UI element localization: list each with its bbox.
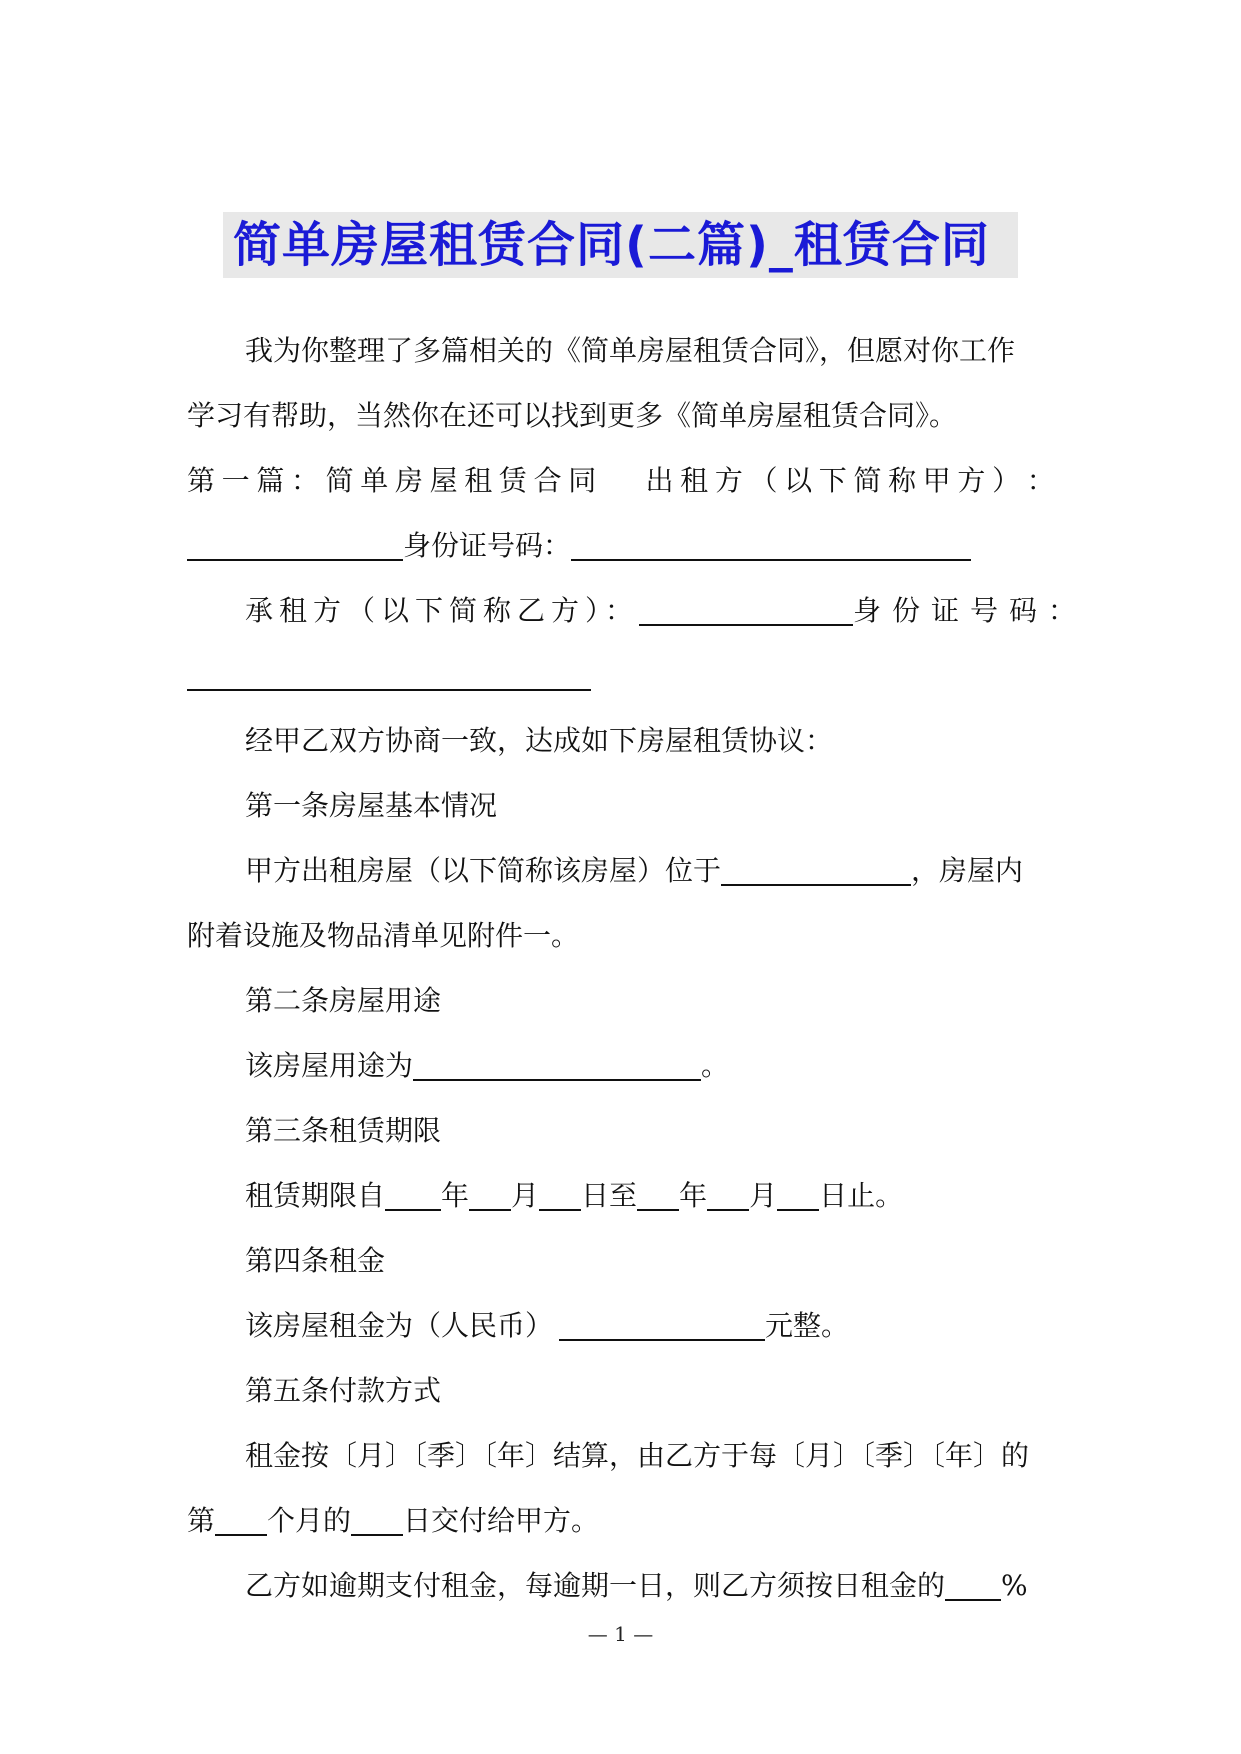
document-body xyxy=(187,318,1088,1618)
article5-line-1: 租金按〔月〕〔季〕〔年〕结算，由乙方于每〔月〕〔季〕〔年〕的 xyxy=(245,1439,1030,1472)
article4-heading: 第四条租金 xyxy=(245,1244,386,1277)
heading-char: 租 xyxy=(464,464,493,497)
heading-char: 称 xyxy=(888,464,917,497)
term-text: 月 xyxy=(511,1179,540,1212)
heading-char: 同 xyxy=(568,464,597,497)
lessee-label: 承租方（以下简称乙方）： xyxy=(245,594,640,627)
title-wrap xyxy=(0,212,1241,278)
article3-line xyxy=(187,1163,1055,1228)
heading-char: 单 xyxy=(360,464,389,497)
agreement-line: 经甲乙双方协商一致，达成如下房屋租赁协议： xyxy=(245,724,834,757)
heading-char: 赁 xyxy=(498,464,527,497)
article5-heading: 第五条付款方式 xyxy=(245,1374,442,1407)
heading-char: （ xyxy=(749,464,778,497)
end-day-blank[interactable] xyxy=(777,1179,819,1211)
start-month-blank[interactable] xyxy=(469,1179,511,1211)
id-number-label: 身份证号码： xyxy=(403,529,572,562)
article1-heading: 第一条房屋基本情况 xyxy=(245,789,498,822)
heading-char: 方 xyxy=(714,464,743,497)
heading-char: 第 xyxy=(187,464,216,497)
article5-line-2 xyxy=(187,1488,1055,1553)
heading-char: 甲 xyxy=(922,464,951,497)
document-title: 简单房屋租赁合同(二篇)_租赁合同 xyxy=(223,212,1018,278)
article2-line xyxy=(187,1033,1055,1098)
rent-amount-blank[interactable] xyxy=(559,1309,765,1341)
term-text: 月 xyxy=(749,1179,778,1212)
payment-day-blank[interactable] xyxy=(351,1504,403,1536)
article1-text-end: ，房屋内 xyxy=(911,854,1024,887)
start-day-blank[interactable] xyxy=(539,1179,581,1211)
lessee-name-blank[interactable] xyxy=(639,594,853,626)
lessee-id-label: 身份证号码： xyxy=(853,594,1088,627)
article3-heading: 第三条租赁期限 xyxy=(245,1114,442,1147)
article1-text: 甲方出租房屋（以下简称该房屋）位于 xyxy=(245,854,722,887)
article2-heading: 第二条房屋用途 xyxy=(245,984,442,1017)
end-year-blank[interactable] xyxy=(637,1179,679,1211)
article5-line-3 xyxy=(187,1553,1055,1618)
term-text: 年 xyxy=(679,1179,708,1212)
heading-char: 下 xyxy=(818,464,847,497)
term-text: 日至 xyxy=(581,1179,638,1212)
section1-heading xyxy=(187,448,1055,513)
start-year-blank[interactable] xyxy=(385,1179,441,1211)
lessor-id-blank[interactable] xyxy=(571,529,971,561)
lessee-id-line xyxy=(187,643,1055,708)
heading-char: 方 xyxy=(957,464,986,497)
lessee-id-blank[interactable] xyxy=(187,659,591,691)
rent-text-end: 元整。 xyxy=(765,1309,850,1342)
end-month-blank[interactable] xyxy=(707,1179,749,1211)
house-use-blank[interactable] xyxy=(413,1049,701,1081)
page-number: — 1 — xyxy=(587,1622,654,1646)
payment-month-blank[interactable] xyxy=(215,1504,267,1536)
payment-text: 个月的 xyxy=(267,1504,352,1537)
heading-char: 租 xyxy=(680,464,709,497)
heading-char: 房 xyxy=(394,464,423,497)
heading-char: ： xyxy=(290,464,319,497)
term-text: 日止。 xyxy=(819,1179,904,1212)
lessor-name-blank[interactable] xyxy=(187,529,403,561)
heading-char: 简 xyxy=(853,464,882,497)
lessor-id-line xyxy=(187,513,1055,578)
rent-text: 该房屋租金为（人民币） xyxy=(245,1309,554,1342)
heading-char: 一 xyxy=(221,464,250,497)
heading-char: 以 xyxy=(784,464,813,497)
percent-sign: % xyxy=(1001,1569,1028,1602)
lessee-line xyxy=(187,578,1088,643)
heading-spacer xyxy=(603,448,639,513)
payment-text: 日交付给甲方。 xyxy=(403,1504,600,1537)
article2-text-end: 。 xyxy=(701,1049,730,1082)
intro-line-2: 学习有帮助，当然你在还可以找到更多《简单房屋租赁合同》。 xyxy=(187,399,958,432)
heading-char: ： xyxy=(1026,464,1055,497)
late-fee-percent-blank[interactable] xyxy=(945,1569,1001,1601)
house-location-blank[interactable] xyxy=(721,854,911,886)
article1-line-2: 附着设施及物品清单见附件一。 xyxy=(187,919,580,952)
article2-text: 该房屋用途为 xyxy=(245,1049,414,1082)
heading-char: 篇 xyxy=(256,464,285,497)
heading-char: 简 xyxy=(325,464,354,497)
payment-text: 第 xyxy=(187,1504,216,1537)
article1-line-1 xyxy=(187,838,1055,903)
heading-char: 合 xyxy=(533,464,562,497)
heading-char: 出 xyxy=(645,464,674,497)
term-text: 租赁期限自 xyxy=(245,1179,386,1212)
heading-char: ） xyxy=(992,464,1021,497)
intro-line-1: 我为你整理了多篇相关的《简单房屋租赁合同》，但愿对你工作 xyxy=(245,334,1016,367)
heading-char: 屋 xyxy=(429,464,458,497)
term-text: 年 xyxy=(441,1179,470,1212)
late-fee-text: 乙方如逾期支付租金，每逾期一日，则乙方须按日租金的 xyxy=(245,1569,946,1602)
article4-line xyxy=(187,1293,1055,1358)
